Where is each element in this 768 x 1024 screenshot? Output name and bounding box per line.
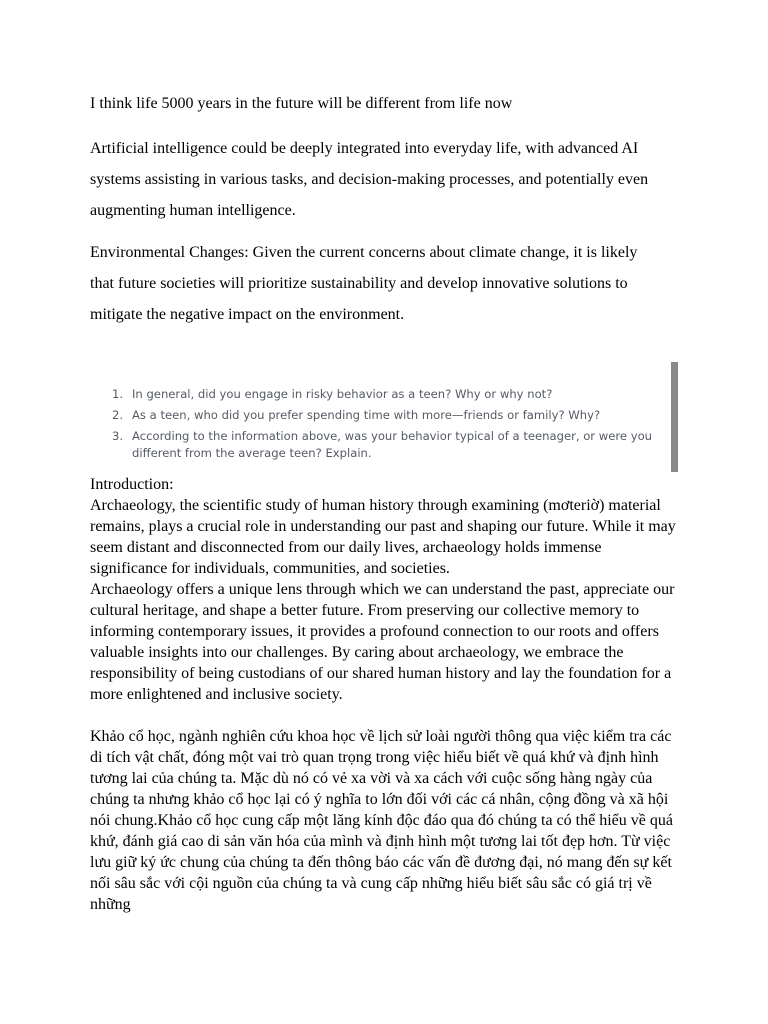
- question-text: As a teen, who did you prefer spending time with more—friends or family? Why?: [132, 408, 601, 422]
- essay-paragraph-2: Archaeology offers a unique lens through which we can understand the past, appreciate our cultural heritage, and shape a better future. From preserving our collective memory to informing contemporary issues, it provides a profound connection to our roots and offers valuable insights into our challenges. By caring about archaeology, we embrace the responsibility of being custodians of our shared human history and lay the foundation for a more enlightened and inclusive society.: [90, 581, 675, 703]
- essay-body: [90, 474, 680, 915]
- question-text: According to the information above, was your behavior typical of a teenager, or were you different from the average teen? Explain.: [132, 429, 653, 460]
- essay-paragraph-1: Archaeology, the scientific study of human history through examining (mơteriờ) material remains, plays a crucial role in understanding our past and shaping our future. While it may seem distant and disconnected from our daily lives, archaeology holds immense significance for individuals, communities, and societies.: [90, 497, 676, 577]
- scrollbar-thumb: [671, 362, 678, 472]
- environment-paragraph: Environmental Changes: Given the current concerns about climate change, it is likely that future societies will prioritize sustainability and develop innovative solutions to mitigate the negative impact on the environment.: [90, 244, 638, 323]
- question-text: In general, did you engage in risky behavior as a teen? Why or why not?: [132, 387, 553, 401]
- essay-heading: Introduction:: [90, 476, 174, 493]
- question-list: [112, 386, 652, 466]
- question-item: [112, 386, 652, 403]
- question-number: 3.: [112, 429, 124, 443]
- question-number: 1.: [112, 387, 124, 401]
- ai-paragraph: Artificial intelligence could be deeply integrated into everyday life, with advanced AI systems assisting in various tasks, and decision-making processes, and potentially even augmenting human intelligence.: [90, 140, 649, 219]
- embedded-questions-image: [96, 362, 678, 472]
- intro-line: I think life 5000 years in the future will be different from life now: [90, 95, 513, 112]
- paragraph-gap: [90, 705, 680, 726]
- essay-paragraph-vietnamese: Khảo cổ học, ngành nghiên cứu khoa học về lịch sử loài người thông qua việc kiểm tra các di tích vật chất, đóng một vai trò quan trọng trong việc hiểu biết về quá khứ và định hình tương lai của chúng ta. Mặc dù nó có vẻ xa vời và xa cách với cuộc sống hàng ngày của chúng ta nhưng khảo cổ học lại có ý nghĩa to lớn đối với các cá nhân, cộng đồng và xã hội nói chung.Khảo cổ học cung cấp một lăng kính độc đáo qua đó chúng ta có thể hiểu về quá khứ, đánh giá cao di sản văn hóa của mình và định hình một tương lai tốt đẹp hơn. Từ việc lưu giữ ký ức chung của chúng ta đến thông báo các vấn đề đương đại, nó mang đến sự kết nối sâu sắc với cội nguồn của chúng ta và cung cấp những hiểu biết sâu sắc có giá trị về những: [90, 728, 673, 913]
- question-number: 2.: [112, 408, 124, 422]
- question-item: [112, 428, 652, 462]
- question-item: [112, 407, 652, 424]
